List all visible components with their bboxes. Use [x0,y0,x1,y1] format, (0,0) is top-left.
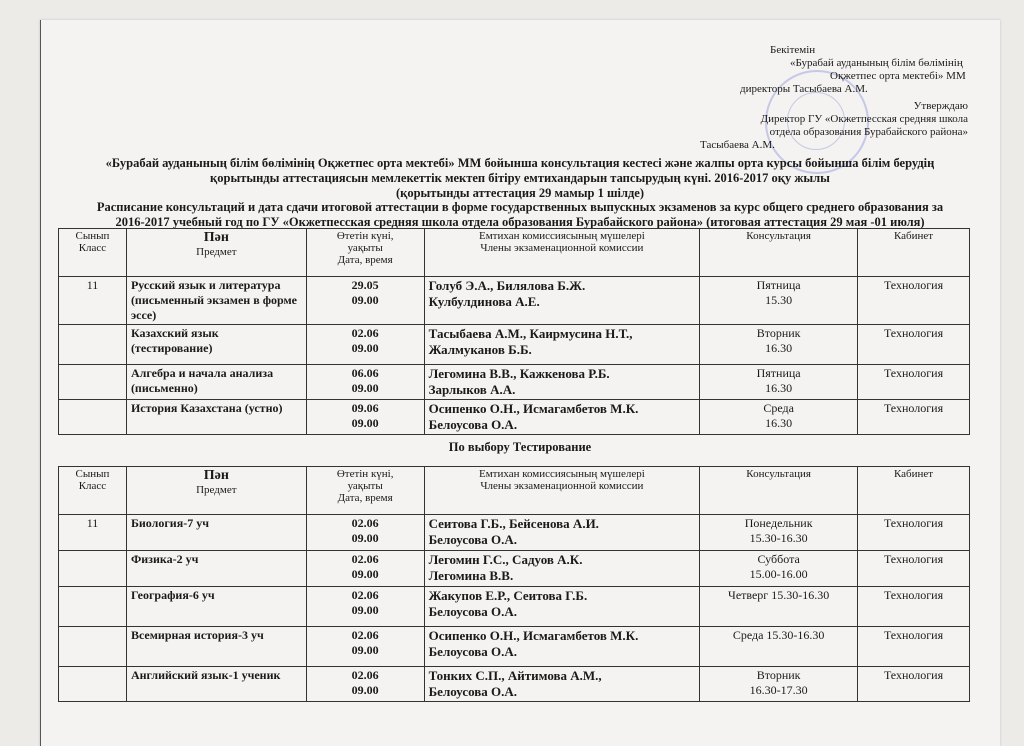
table-header-row [59,229,970,277]
header-consultation: Консультация [700,467,858,515]
header-subject: Пән Предмет [126,229,306,277]
cell-class [59,551,127,587]
cell-date: 06.06 09.00 [306,365,424,400]
cell-subject: Казахский язык (тестирование) [126,325,306,365]
cell-commission: Легомина В.В., Кажкенова Р.Б. Зарлыков А.А. [424,365,700,400]
cell-class [59,400,127,435]
cell-date: 02.06 09.00 [306,515,424,551]
table-row [59,587,970,627]
approval-kz-line4: директоры Тасыбаева А.М. [740,83,868,95]
cell-consultation: Вторник 16.30 [700,325,858,365]
cell-subject: Всемирная история-3 уч [126,627,306,667]
cell-consultation: Среда 15.30-16.30 [700,627,858,667]
cell-consultation: Среда 16.30 [700,400,858,435]
cell-consultation: Суббота 15.00-16.00 [700,551,858,587]
table-row [59,515,970,551]
cell-cabinet: Технология [858,400,970,435]
cell-date: 02.06 09.00 [306,325,424,365]
title-kz-line3: (қорытынды аттестация 29 мамыр 1 шілде) [395,186,645,200]
approval-ru-line4: Тасыбаева А.М. [700,139,775,151]
header-commission: Емтихан комиссиясының мүшелері Члены экзаменационной комиссии [424,467,700,515]
cell-cabinet: Технология [858,627,970,667]
title-ru-line2: 2016-2017 учебный год по ГУ «Окжетпесская средняя школа отдела образования Бурабайского района» (итоговая аттестация 29 мая -01 июля) [115,215,925,229]
table-header-row [59,467,970,515]
cell-consultation: Пятница 16.30 [700,365,858,400]
approval-kz-line3: Оқжетпес орта мектебі» ММ [830,70,966,82]
cell-consultation: Вторник 16.30-17.30 [700,667,858,702]
by-choice-heading: По выбору Тестирование [448,440,592,454]
cell-consultation: Понедельник 15.30-16.30 [700,515,858,551]
cell-subject: Алгебра и начала анализа (письменно) [126,365,306,400]
title-ru-line1: Расписание консультаций и дата сдачи итоговой аттестации в форме государственных выпускных экзаменов за курс общего среднего образования за [96,200,944,214]
cell-cabinet: Технология [858,325,970,365]
title-kz-line2: қорытынды аттестациясын мемлекеттік мектеп бітіру емтихандарын тапсырудың күні. 2016-2017 оқу жылы [210,171,830,185]
cell-commission: Сеитова Г.Б., Бейсенова А.И. Белоусова О.А. [424,515,700,551]
table-row [59,400,970,435]
title-kz [60,156,980,201]
cell-class [59,587,127,627]
header-consultation: Консультация [700,229,858,277]
cell-subject: Биология-7 уч [126,515,306,551]
header-date: Өтетін күні, уақыты Дата, время [306,229,424,277]
approval-ru-line3: отдела образования Бурабайского района» [769,126,968,138]
title-kz-line1: «Бурабай ауданының білім бөлімінің Оқжетпес орта мектебі» ММ бойынша консультация кестесі және жалпы орта курсы бойынша білім берудің [105,156,935,170]
cell-subject: Английский язык-1 ученик [126,667,306,702]
cell-date: 29.05 09.00 [306,277,424,325]
cell-date: 02.06 09.00 [306,587,424,627]
header-class: Сынып Класс [59,229,127,277]
cell-class [59,667,127,702]
table-row [59,627,970,667]
table-row [59,277,970,325]
header-commission: Емтихан комиссиясының мүшелері Члены экзаменационной комиссии [424,229,700,277]
cell-commission: Тонких С.П., Айтимова А.М., Белоусова О.А. [424,667,700,702]
approval-kz-line2: «Бурабай ауданының білім бөлімінің [790,57,963,69]
cell-commission: Тасыбаева А.М., Каирмусина Н.Т., Жалмуканов Б.Б. [424,325,700,365]
table-row [59,365,970,400]
cell-subject: Физика-2 уч [126,551,306,587]
cell-subject: История Казахстана (устно) [126,400,306,435]
cell-class [59,325,127,365]
cell-commission: Осипенко О.Н., Исмагамбетов М.К. Белоусова О.А. [424,627,700,667]
table-row [59,551,970,587]
cell-class [59,627,127,667]
cell-class: 11 [59,515,127,551]
approval-block-ru [700,100,968,152]
approval-ru-line2: Директор ГУ «Окжетпесская средняя школа [760,113,968,125]
exam-table-main [58,228,970,435]
cell-class [59,365,127,400]
header-date: Өтетін күні, уақыты Дата, время [306,467,424,515]
page-border [40,20,41,746]
approval-kz-line1: Бекітемін [770,44,816,56]
cell-cabinet: Технология [858,365,970,400]
cell-subject: География-6 уч [126,587,306,627]
header-cabinet: Кабинет [858,467,970,515]
title-ru [60,200,980,230]
cell-cabinet: Технология [858,515,970,551]
cell-commission: Голуб Э.А., Билялова Б.Ж. Кулбулдинова А.Е. [424,277,700,325]
cell-consultation: Четверг 15.30-16.30 [700,587,858,627]
exam-table-elective [58,466,970,702]
cell-subject: Русский язык и литература (письменный экзамен в форме эссе) [126,277,306,325]
cell-date: 02.06 09.00 [306,667,424,702]
cell-consultation: Пятница 15.30 [700,277,858,325]
cell-commission: Легомин Г.С., Садуов А.К. Легомина В.В. [424,551,700,587]
cell-class: 11 [59,277,127,325]
approval-block-kz [740,44,966,96]
cell-cabinet: Технология [858,667,970,702]
cell-commission: Осипенко О.Н., Исмагамбетов М.К. Белоусова О.А. [424,400,700,435]
table-row [59,325,970,365]
approval-ru-line1: Утверждаю [913,100,968,112]
cell-date: 02.06 09.00 [306,627,424,667]
cell-cabinet: Технология [858,277,970,325]
cell-date: 02.06 09.00 [306,551,424,587]
cell-date: 09.06 09.00 [306,400,424,435]
header-class: Сынып Класс [59,467,127,515]
cell-cabinet: Технология [858,551,970,587]
header-cabinet: Кабинет [858,229,970,277]
table-row [59,667,970,702]
cell-cabinet: Технология [858,587,970,627]
header-subject: Пән Предмет [126,467,306,515]
cell-commission: Жакупов Е.Р., Сеитова Г.Б. Белоусова О.А. [424,587,700,627]
